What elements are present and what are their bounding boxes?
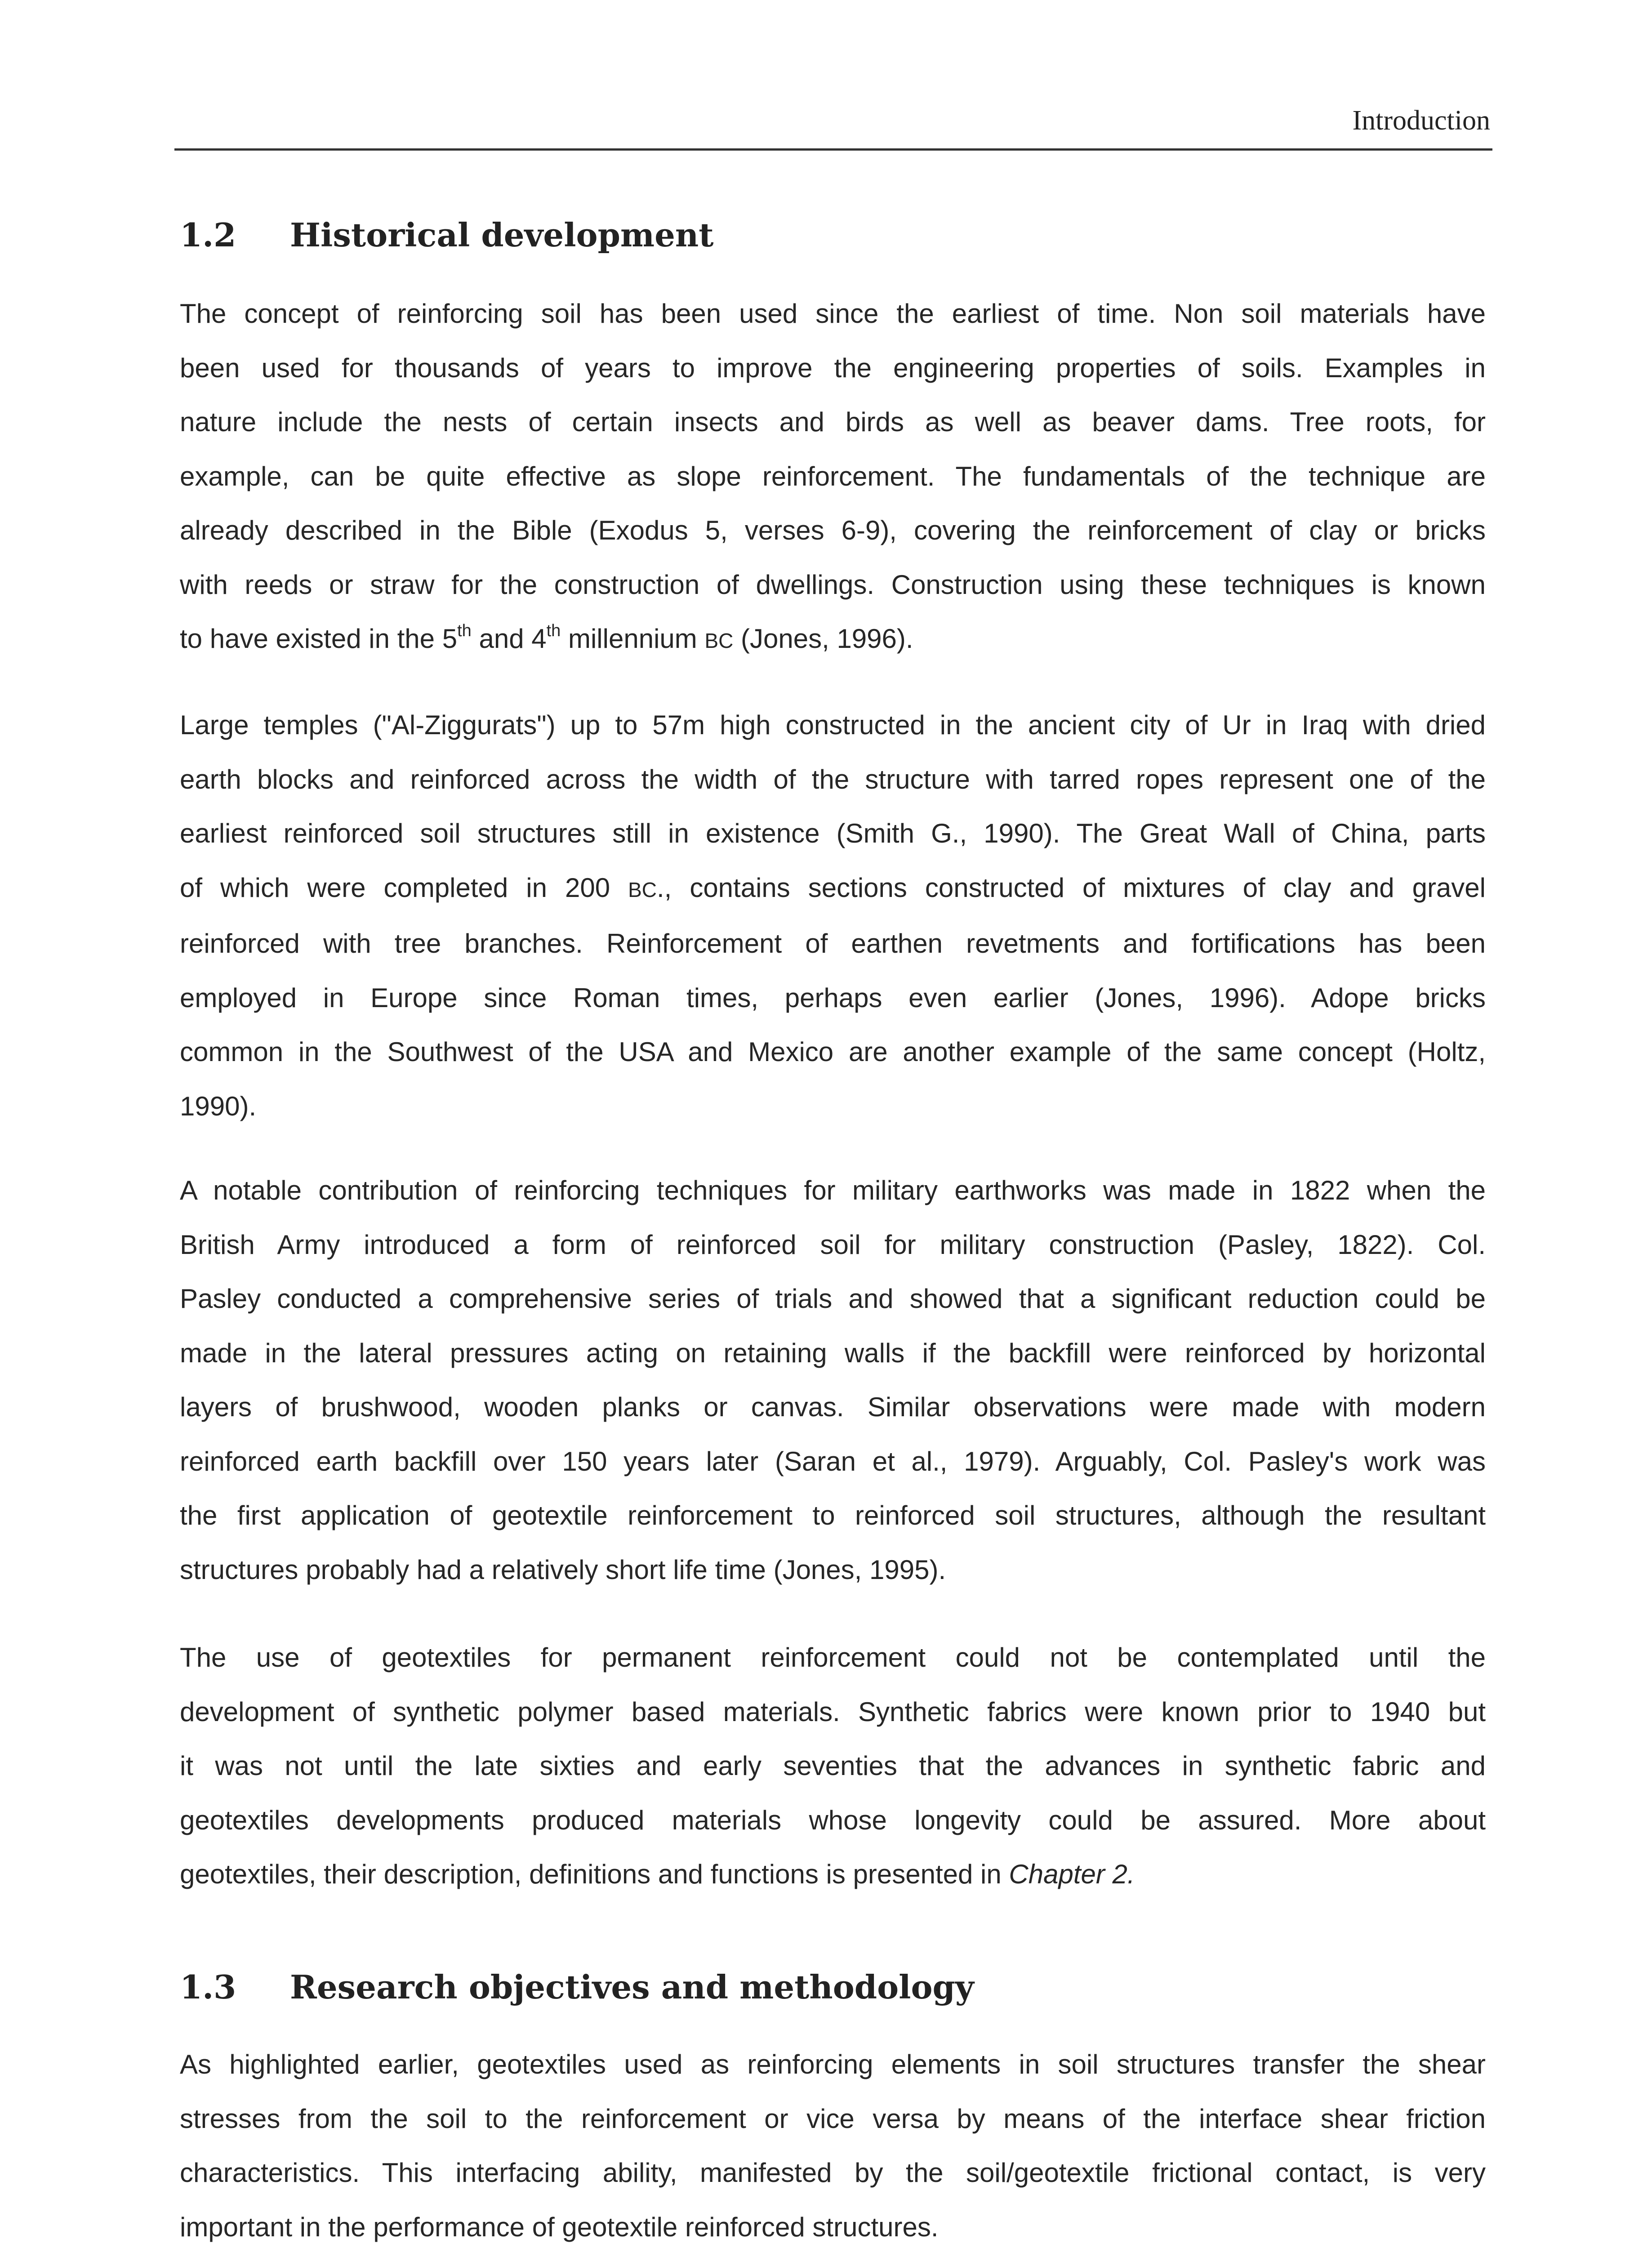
text-line: geotextiles developments produced materials whose longevity could be assured. More about bbox=[180, 1805, 1486, 1835]
text-line: layers of brushwood, wooden planks or canvas. Similar observations were made with modern bbox=[180, 1392, 1486, 1422]
header-rule bbox=[174, 148, 1492, 151]
text-line: As highlighted earlier, geotextiles used as reinforcing elements in soil structures transfer the shear bbox=[180, 2049, 1486, 2079]
text-line: Pasley conducted a comprehensive series of trials and showed that a significant reduction could be bbox=[180, 1284, 1486, 1314]
text-line: already described in the Bible (Exodus 5, verses 6-9), covering the reinforcement of clay or bricks bbox=[180, 515, 1486, 545]
section-heading bbox=[180, 1967, 1483, 2007]
paragraph bbox=[180, 287, 1486, 668]
text-line: Large temples ("Al-Ziggurats") up to 57m high constructed in the ancient city of Ur in Iraq with dried bbox=[180, 710, 1486, 740]
chapter-reference: Chapter 2 bbox=[1009, 1859, 1127, 1889]
text-line: characteristics. This interfacing ability, manifested by the soil/geotextile frictional contact, is very bbox=[180, 2158, 1486, 2188]
section-title: Historical development bbox=[290, 216, 714, 254]
text-line: British Army introduced a form of reinforced soil for military construction (Pasley, 1822). Col. bbox=[180, 1229, 1486, 1260]
text-line: A notable contribution of reinforcing techniques for military earthworks was made in 1822 when the bbox=[180, 1175, 1486, 1205]
section-number: 1.2 bbox=[180, 216, 236, 254]
text-line: geotextiles, their description, definitions and functions is presented in Chapter 2. bbox=[180, 1859, 1135, 1889]
text-line: 1990). bbox=[180, 1091, 257, 1121]
text-line: reinforced with tree branches. Reinforcement of earthen revetments and fortifications has been bbox=[180, 928, 1486, 959]
section-title: Research objectives and methodology bbox=[290, 1968, 974, 2006]
text-line: stresses from the soil to the reinforcement or vice versa by means of the interface shear friction bbox=[180, 2103, 1486, 2134]
text-line: of which were completed in 200 BC., contains sections constructed of mixtures of clay and gravel bbox=[180, 872, 1486, 903]
text-line: been used for thousands of years to improve the engineering properties of soils. Examples in bbox=[180, 352, 1486, 383]
text-line: nature include the nests of certain insects and birds as well as beaver dams. Tree roots, for bbox=[180, 407, 1486, 437]
text-line: development of synthetic polymer based materials. Synthetic fabrics were known prior to 1940 but bbox=[180, 1696, 1486, 1727]
text-line: to have existed in the 5th and 4th millennium BC (Jones, 1996). bbox=[180, 621, 913, 654]
text-line: The concept of reinforcing soil has been used since the earliest of time. Non soil materials have bbox=[180, 299, 1486, 329]
text-line: it was not until the late sixties and early seventies that the advances in synthetic fabric and bbox=[180, 1751, 1486, 1781]
section-heading bbox=[180, 215, 1483, 255]
text-line: common in the Southwest of the USA and Mexico are another example of the same concept (Holtz, bbox=[180, 1037, 1486, 1067]
text-line: made in the lateral pressures acting on retaining walls if the backfill were reinforced by horizontal bbox=[180, 1338, 1486, 1368]
text-line: the first application of geotextile reinforcement to reinforced soil structures, although the resultant bbox=[180, 1500, 1486, 1530]
text-line: example, can be quite effective as slope reinforcement. The fundamentals of the technique are bbox=[180, 461, 1486, 491]
text-line: with reeds or straw for the construction of dwellings. Construction using these techniques is known bbox=[180, 569, 1486, 600]
paragraph bbox=[180, 2038, 1486, 2248]
paragraph bbox=[180, 1631, 1486, 1902]
section-number: 1.3 bbox=[180, 1968, 236, 2006]
text-line: The use of geotextiles for permanent reinforcement could not be contemplated until the bbox=[180, 1642, 1486, 1673]
paragraph bbox=[180, 698, 1486, 1133]
text-line: reinforced earth backfill over 150 years later (Saran et al., 1979). Arguably, Col. Pasley's work was bbox=[180, 1446, 1486, 1476]
text-line: structures probably had a relatively short life time (Jones, 1995). bbox=[180, 1554, 946, 1585]
paragraph bbox=[180, 1164, 1486, 1597]
text-line: earliest reinforced soil structures still in existence (Smith G., 1990). The Great Wall of China, parts bbox=[180, 818, 1486, 848]
running-header: Introduction bbox=[1352, 105, 1490, 136]
text-line: earth blocks and reinforced across the width of the structure with tarred ropes represent one of the bbox=[180, 764, 1486, 794]
text-line: employed in Europe since Roman times, perhaps even earlier (Jones, 1996). Adope bricks bbox=[180, 982, 1486, 1013]
text-line: important in the performance of geotextile reinforced structures. bbox=[180, 2212, 939, 2242]
